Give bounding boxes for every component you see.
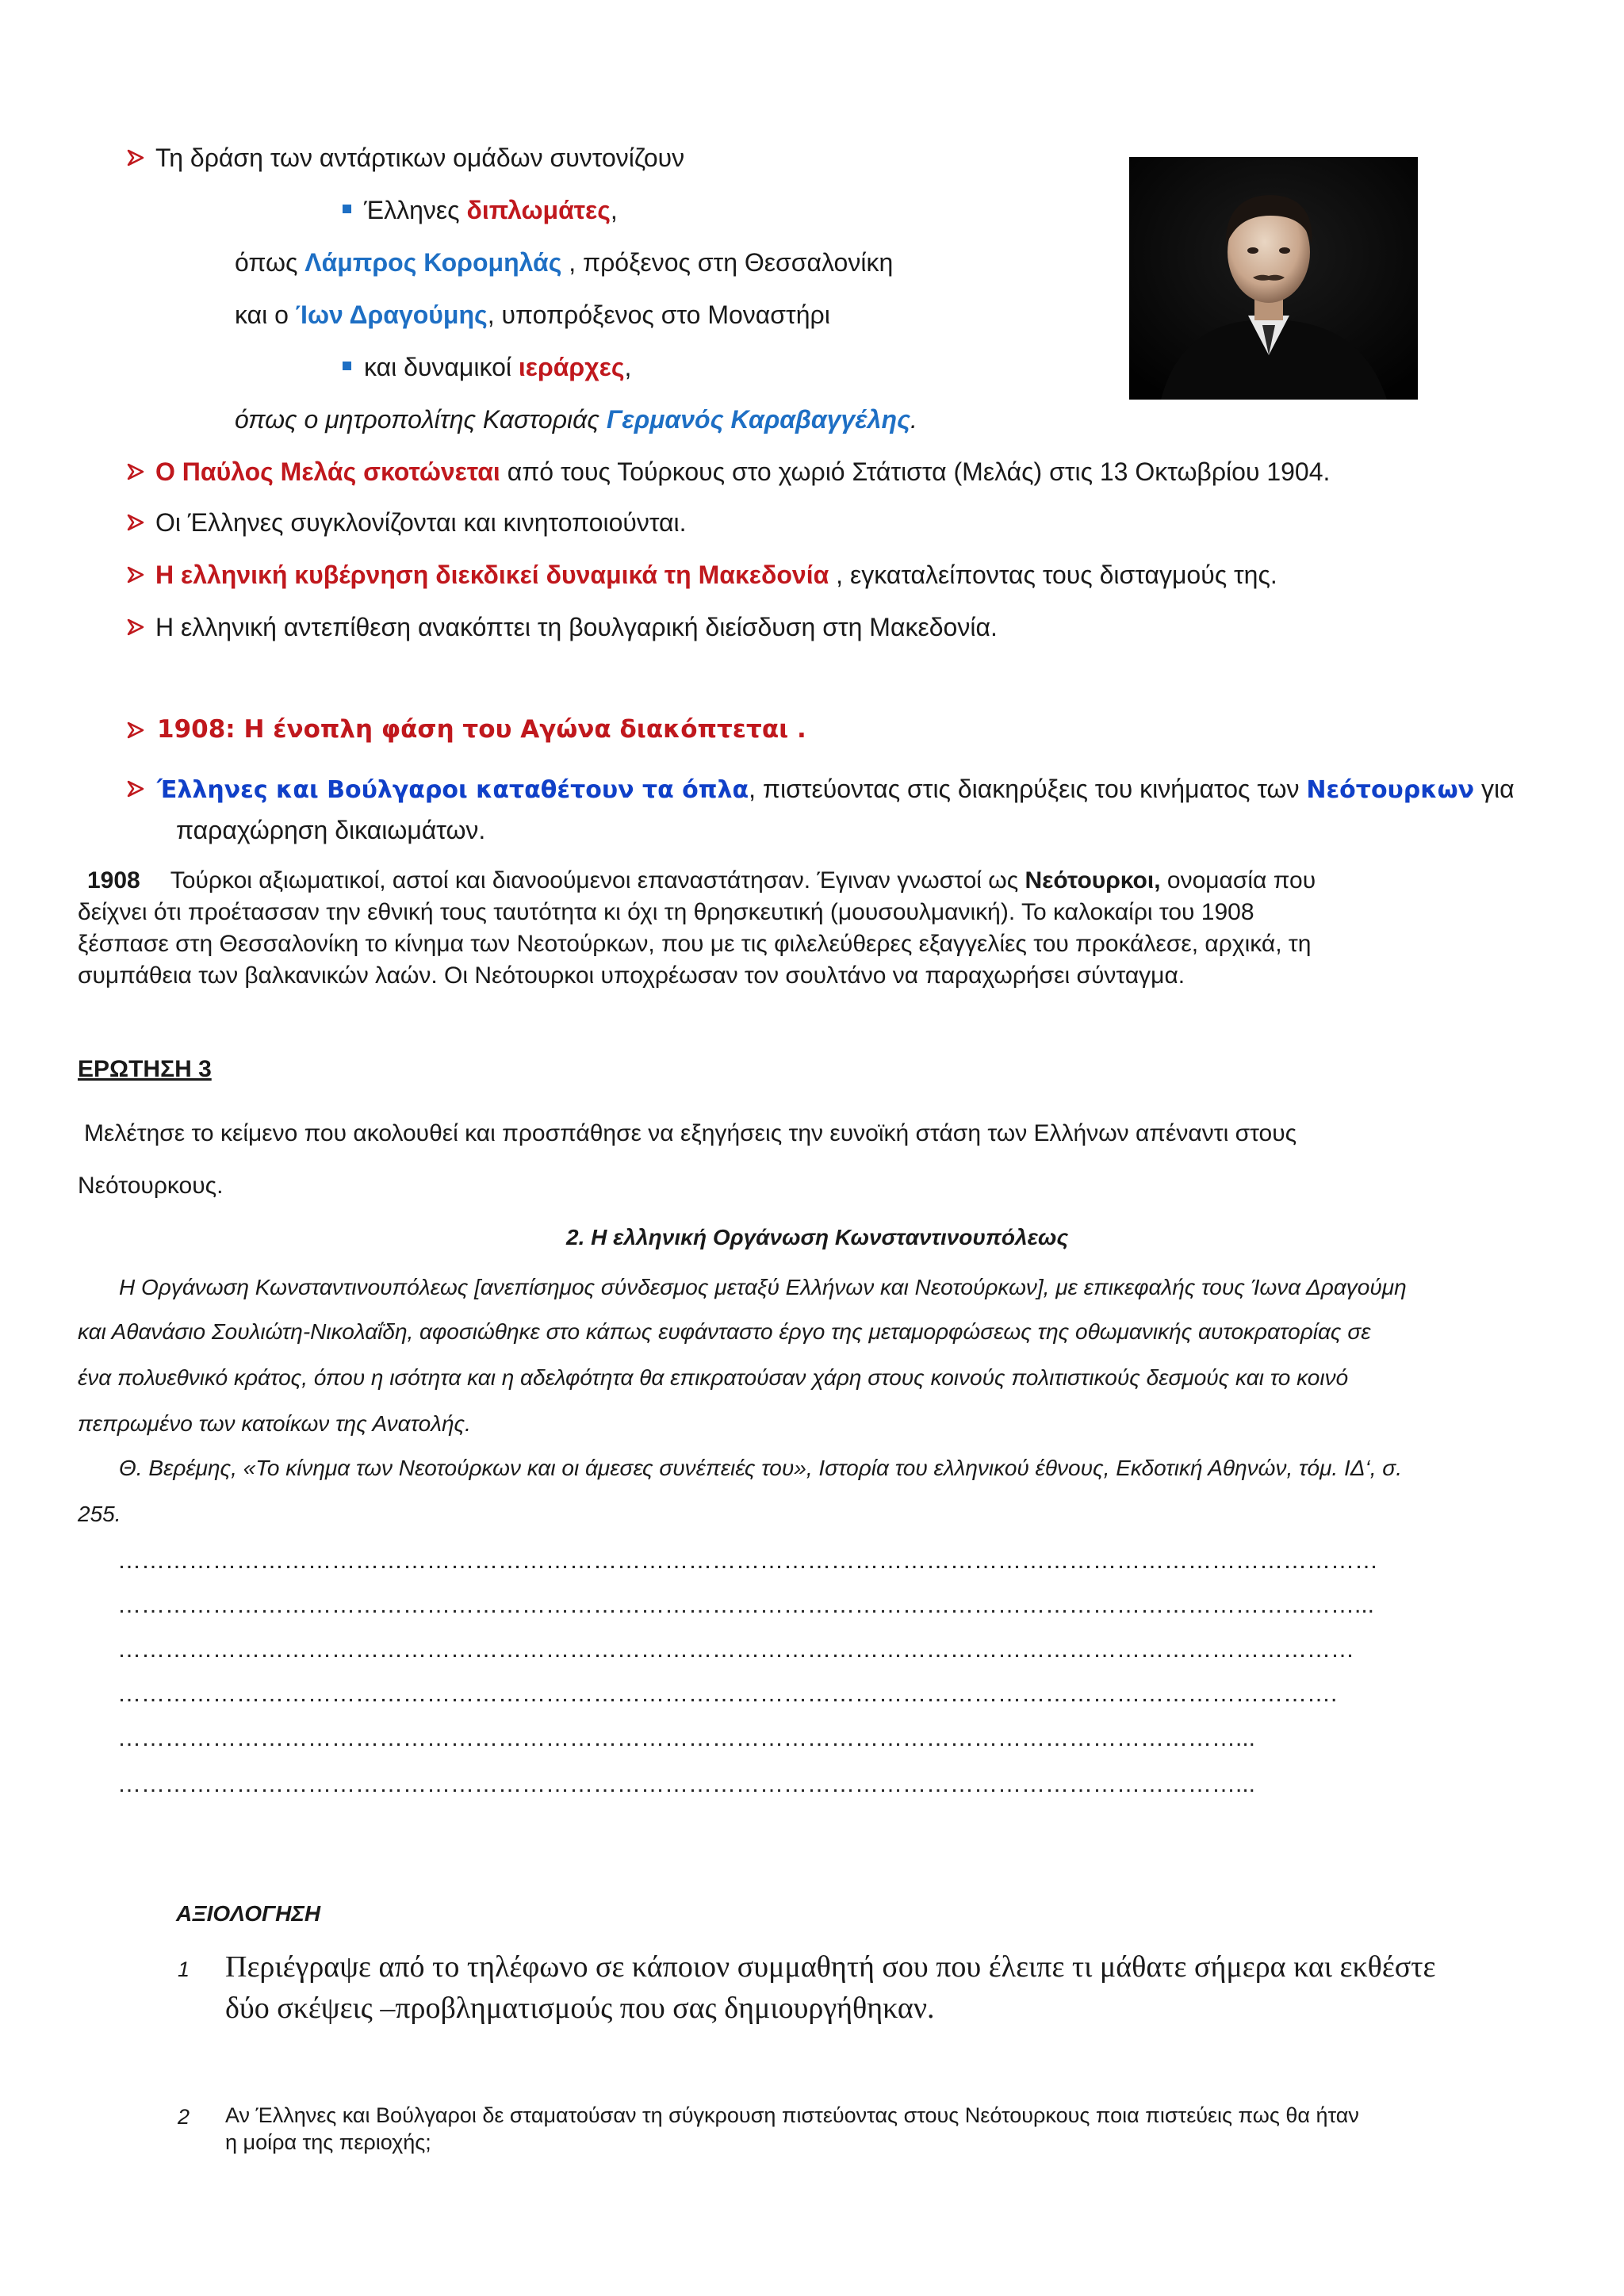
bullet-melas: Ο Παύλος Μελάς σκοτώνεται από τους Τούρκους στο χωριό Στάτιστα (Μελάς) στις 13 Οκτωβρίου 1904. (155, 457, 1331, 486)
source-text-line3: ένα πολυεθνικό κράτος, όπου η ισότητα και η αδελφότητα θα επικρατούσαν χάρη στους κοινούς πολιτιστικούς δεσμούς και το κοινό (78, 1365, 1349, 1390)
answer-line[interactable]: …………………………………………………………………………………………………………………………………………... (117, 1592, 1375, 1618)
arrow-bullet-icon (127, 780, 144, 798)
square-bullet-icon (343, 362, 351, 370)
bullet-disarm: Έλληνες και Βούλγαροι καταθέτουν τα όπλα, πιστεύοντας στις διακηρύξεις του κινήματος των Νεότουρκων για (157, 775, 1515, 804)
evaluation-question-1-line2: δύο σκέψεις –προβληματισμούς που σας δημιουργήθηκαν. (225, 1992, 935, 2025)
evaluation-question-2-line2: η μοίρα της περιοχής; (225, 2130, 431, 2154)
portrait-image (1129, 157, 1418, 400)
source-text-line2: και Αθανάσιο Σουλιώτη-Νικολαΐδη, αφοσιώθηκε στο κάπως ευφάνταστο έργο της μεταμορφώσεως της οθωμανικής αυτοκρατορίας σε (78, 1319, 1371, 1344)
line-koromilas: όπως Λάμπρος Κορομηλάς , πρόξενος στη Θεσσαλονίκη (235, 248, 894, 277)
arrow-bullet-icon (127, 618, 144, 636)
arrow-bullet-icon (127, 566, 144, 584)
para-1908-line4: συμπάθεια των βαλκανικών λαών. Οι Νεότουρκοι υποχρέωσαν τον σουλτάνο να παραχωρήσει σύνταγμα. (78, 962, 1185, 989)
evaluation-question-2-line1: Αν Έλληνες και Βούλγαροι δε σταματούσαν τη σύγκρουση πιστεύοντας στους Νεότουρκους ποια πιστεύεις πως θα ήταν (225, 2103, 1359, 2127)
bullet-mobilize: Οι Έλληνες συγκλονίζονται και κινητοποιούνται. (155, 508, 687, 537)
line-germanos: όπως ο μητροπολίτης Καστοριάς Γερμανός Καραβαγγέλης. (235, 405, 917, 434)
sub-bullet-diplomats: Έλληνες διπλωμάτες, (343, 194, 618, 226)
evaluation-heading: ΑΞΙΟΛΟΓΗΣΗ (176, 1901, 321, 1926)
arrow-bullet-icon (127, 149, 144, 166)
arrow-bullet-icon (127, 463, 144, 480)
question-3-text-line1: Μελέτησε το κείμενο που ακολουθεί και προσπάθησε να εξηγήσεις την ευνοϊκή στάση των Ελλήνων απέναντι στους (84, 1120, 1297, 1146)
question-3-text-line2: Νεότουρκους. (78, 1173, 224, 1199)
line-dragoumis: και ο Ίων Δραγούμης, υποπρόξενος στο Μοναστήρι (235, 300, 830, 329)
bullet-text: Τη δράση των αντάρτικων ομάδων συντονίζουν (155, 144, 685, 172)
source-title: 2. Η ελληνική Οργάνωση Κωνσταντινουπόλεως (566, 1225, 1069, 1249)
source-citation: Θ. Βερέμης, «Το κίνημα των Νεοτούρκων και οι άμεσες συνέπειές του», Ιστορία του ελληνικού έθνους, Εκδοτική Αθηνών, τόμ. ΙΔ‘, σ. (119, 1456, 1402, 1480)
bullet-1908-halt: 1908: Η ένοπλη φάση του Αγώνα διακόπτεται . (157, 715, 806, 744)
answer-line[interactable]: ……………………………………………………………………………………………………………………………... (117, 1725, 1256, 1751)
bullet-coordination (155, 142, 684, 174)
bullet-disarm-line2: παραχώρηση δικαιωμάτων. (176, 816, 486, 844)
arrow-bullet-icon (127, 514, 144, 531)
portrait-illustration (1129, 157, 1418, 400)
question-3-heading: ΕΡΩΤΗΣΗ 3 (78, 1056, 212, 1082)
answer-line[interactable]: ………………………………………………………………………………………………………………………………………. (117, 1681, 1338, 1707)
para-1908-line2: δείχνει ότι προέτασσαν την εθνική τους ταυτότητα κι όχι τη θρησκευτική (μουσουλμανική). Το καλοκαίρι του 1908 (78, 899, 1254, 925)
evaluation-number-1: 1 (178, 1957, 190, 1981)
bullet-counterattack: Η ελληνική αντεπίθεση ανακόπτει τη βουλγαρική διείσδυση στη Μακεδονία. (155, 613, 998, 641)
source-citation-page: 255. (78, 1502, 121, 1526)
evaluation-question-1-line1: Περιέγραψε από το τηλέφωνο σε κάποιον συμμαθητή σου που έλειπε τι μάθατε σήμερα και εκθέστε (225, 1950, 1436, 1984)
bullet-government: Η ελληνική κυβέρνηση διεκδικεί δυναμικά τη Μακεδονία , εγκαταλείποντας τους δισταγμούς της. (155, 561, 1277, 589)
para-1908-line1: 1908 Τούρκοι αξιωματικοί, αστοί και διανοούμενοι επαναστάτησαν. Έγιναν γνωστοί ως Νεότουρκοι, ονομασία που (87, 867, 1316, 894)
sub-bullet-hierarchs: και δυναμικοί ιεράρχες, (343, 351, 631, 383)
arrow-bullet-icon (127, 721, 144, 739)
square-bullet-icon (343, 205, 351, 213)
source-text-line4: πεπρωμένο των κατοίκων της Ανατολής. (78, 1411, 471, 1436)
evaluation-number-2: 2 (178, 2105, 190, 2129)
answer-line[interactable]: …………………………………………………………………………………………………………………………………………… (117, 1548, 1378, 1574)
answer-line[interactable]: ……………………………………………………………………………………………………………………………... (117, 1771, 1256, 1797)
answer-line[interactable]: ………………………………………………………………………………………………………………………………………… (117, 1636, 1354, 1663)
source-text-line1: Η Οργάνωση Κωνσταντινουπόλεως [ανεπίσημος σύνδεσμος μεταξύ Ελλήνων και Νεοτούρκων], με επικεφαλής τους Ίωνα Δραγούμη (119, 1275, 1407, 1299)
para-1908-line3: ξέσπασε στη Θεσσαλονίκη το κίνημα των Νεοτούρκων, που με τις φιλελεύθερες εξαγγελίες του προκάλεσε, αρχικά, τη (78, 931, 1312, 957)
